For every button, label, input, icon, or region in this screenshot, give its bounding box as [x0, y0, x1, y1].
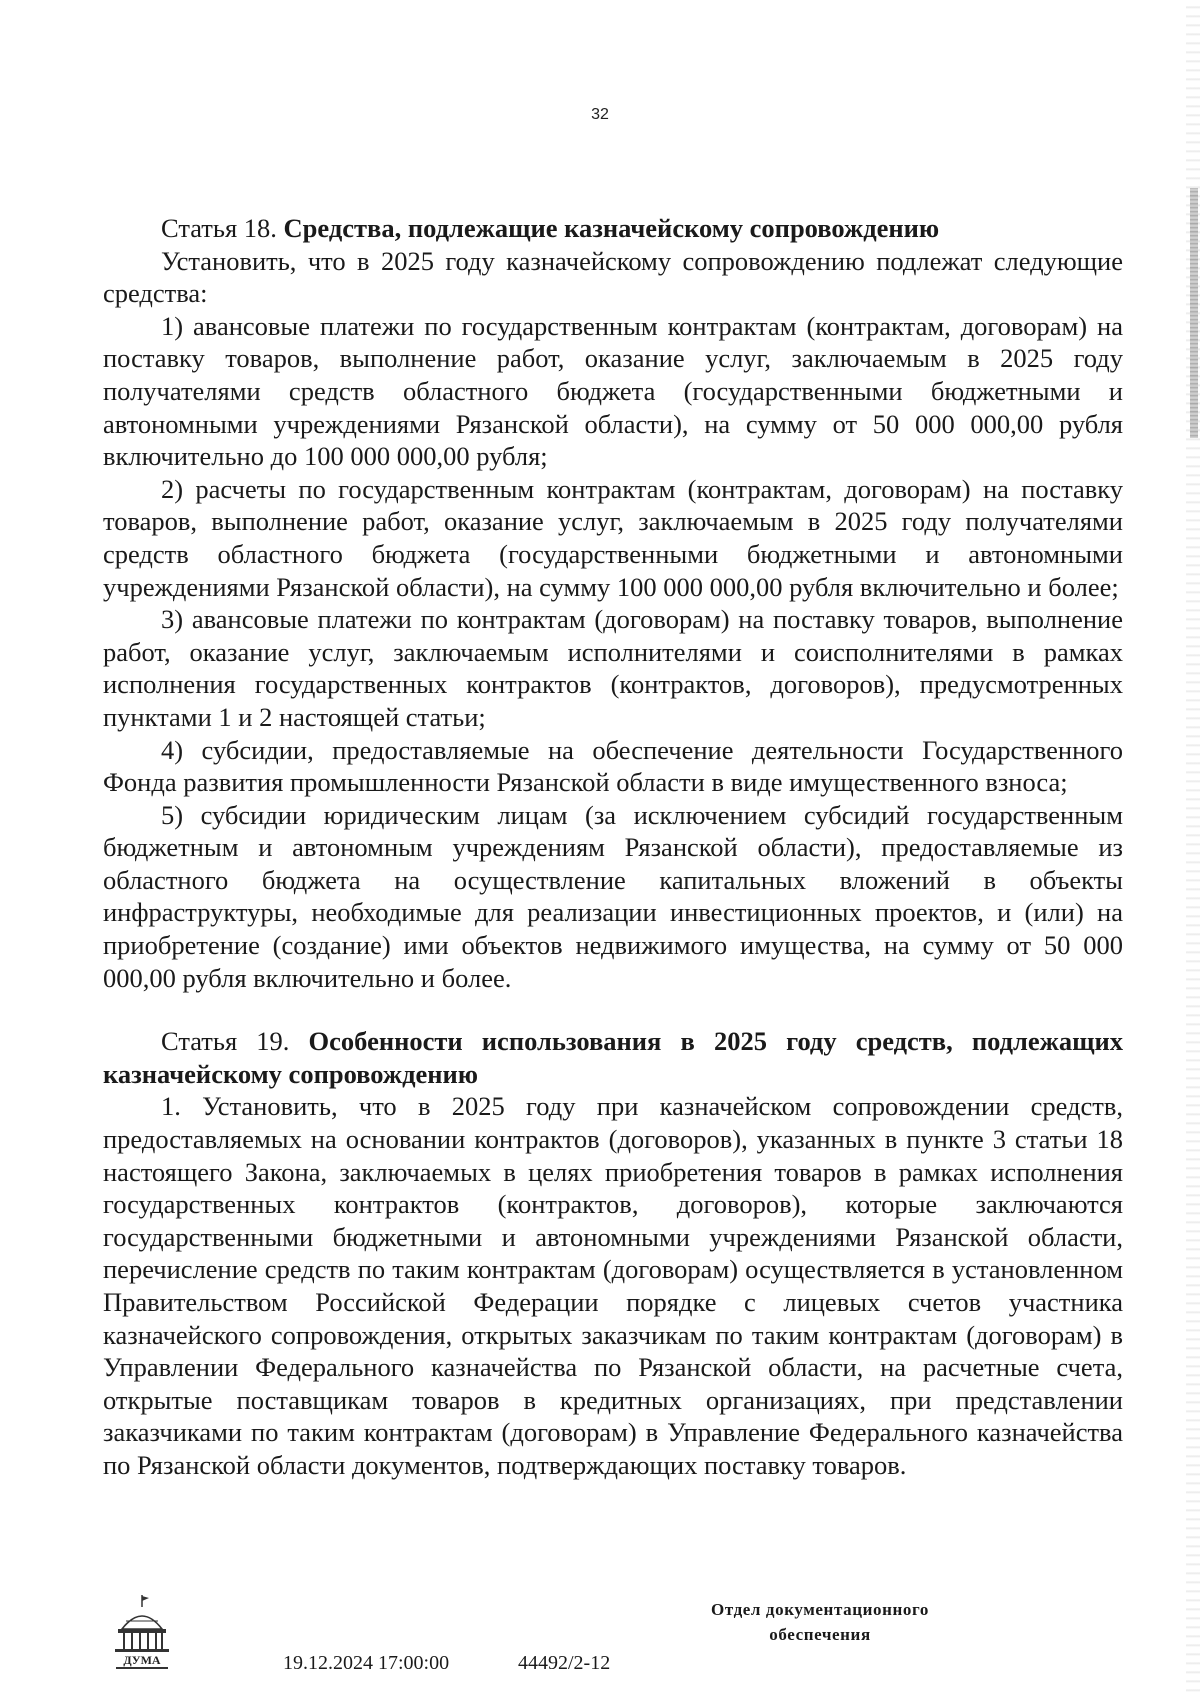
office-stamp-line-1: Отдел документационного	[711, 1600, 929, 1619]
scan-edge-mark	[1190, 188, 1198, 438]
section-gap	[103, 994, 1123, 1025]
article-18-intro: Установить, что в 2025 году казначейскому сопровождению подлежат следующие средства:	[103, 245, 1123, 309]
article-18-lead: Статья 18.	[161, 213, 277, 243]
page-number: 32	[591, 106, 609, 123]
footer-datetime: 19.12.2024 17:00:00	[283, 1652, 450, 1674]
footer-reg-number: 44492/2-12	[518, 1652, 611, 1674]
article-18-item-2: 2) расчеты по государственным контрактам (контрактам, договорам) на поставку товаров, выполнение работ, оказание услуг, заключаемым в 2025 году получателями средств областного бюджета (государственными бюджетными и автономными учреждениями Рязанской области), на сумму 100 000 000,00 рубля включительно и более;	[103, 473, 1123, 602]
office-stamp-line-2: обеспечения	[769, 1625, 871, 1644]
office-stamp	[690, 1597, 950, 1647]
emblem-text: ДУМА	[123, 1653, 161, 1667]
duma-emblem-icon	[112, 1593, 172, 1675]
article-18-item-4: 4) субсидии, предоставляемые на обеспечение деятельности Государственного Фонда развития промышленности Рязанской области в виде имущественного взноса;	[103, 734, 1123, 798]
article-18-item-1: 1) авансовые платежи по государственным контрактам (контрактам, договорам) на поставку товаров, выполнение работ, оказание услуг, заключаемым в 2025 году получателями средств областного бюджета (государственными бюджетными и автономными учреждениями Рязанской области), на сумму от 50 000 000,00 рубля включительно до 100 000 000,00 рубля;	[103, 310, 1123, 472]
article-19-heading	[103, 1025, 1123, 1090]
article-19-item-1: 1. Установить, что в 2025 году при казначейском сопровождении средств, предоставляемых на основании контрактов (договоров), указанных в пункте 3 статьи 18 настоящего Закона, заключаемых в целях приобретения товаров в рамках исполнения государственных контрактов (контрактов, договоров), которые заключаются государственными бюджетными и автономными учреждениями Рязанской области, перечисление средств по таким контрактам (договорам) осуществляется в установленном Правительством Российской Федерации порядке с лицевых счетов участника казначейского сопровождения, открытых заказчикам по таким контрактам (договорам) в Управлении Федерального казначейства по Рязанской области, на расчетные счета, открытые поставщикам товаров в кредитных организациях, при представлении заказчиками по таким контрактам (договорам) в Управление Федерального казначейства по Рязанской области документов, подтверждающих поставку товаров.	[103, 1091, 1123, 1480]
article-19-title: Особенности использования в 2025 году средств, подлежащих казначейскому сопровождению	[103, 1026, 1124, 1089]
article-18-item-3: 3) авансовые платежи по контрактам (договорам) на поставку товаров, выполнение работ, оказание услуг, заключаемым исполнителями и соисполнителями в рамках исполнения государственных контрактов (контрактов, договоров), предусмотренных пунктами 1 и 2 настоящей статьи;	[103, 604, 1123, 732]
document-body	[103, 212, 1123, 1482]
article-18-item-5: 5) субсидии юридическим лицам (за исключением субсидий государственным бюджетным и автономным учреждениям Рязанской области), предоставляемые из областного бюджета на осуществление капитальных вложений в объекты инфраструктуры, необходимые для реализации инвестиционных проектов, и (или) на приобретение (создание) ими объектов недвижимого имущества, на сумму от 50 000 000,00 рубля включительно и более.	[103, 799, 1123, 993]
article-19-lead: Статья 19.	[161, 1026, 290, 1057]
article-18-heading	[103, 212, 1123, 245]
article-18-title: Средства, подлежащие казначейскому сопровождению	[283, 213, 940, 243]
